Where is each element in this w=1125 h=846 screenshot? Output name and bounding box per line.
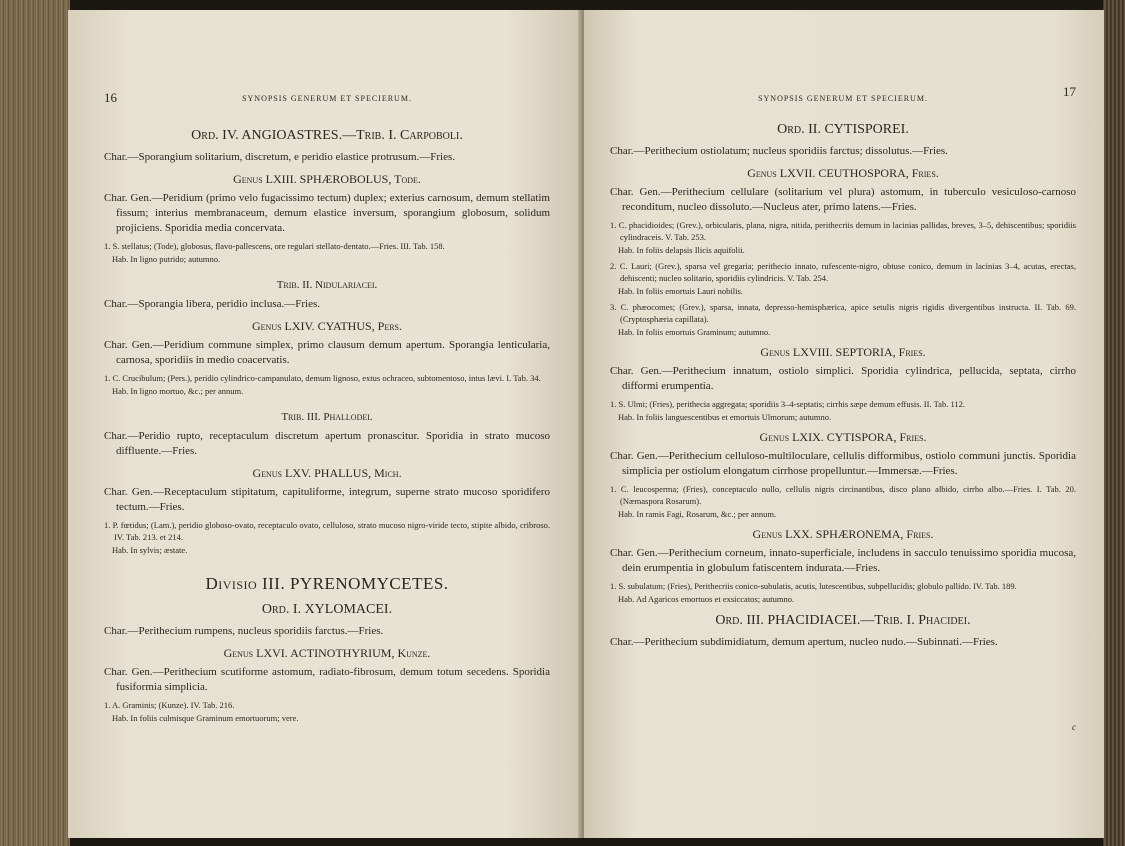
character-paragraph: Char. Gen.—Peridium (primo velo fugacissimo tectum) duplex; exterius carnosum, demum stellatim fissum; interius membranaceum, demum elastice inversum, sporangium globosum, solidum projiciens. Sporidia media concervata.	[104, 192, 550, 234]
species-entry: 3. C. phæocomes; (Grev.), sparsa, innata, depresso-hemisphærica, apice setulis nigris rigidis divergentibus instructa. II. Tab. 69. (Cryptosphæria capillata).	[610, 302, 1076, 324]
tribe-heading: Trib. II. Nidulariacei.	[276, 279, 378, 291]
genus-heading: Genus LXIV. CYATHUS, Pers.	[251, 319, 403, 333]
character-paragraph: Char. Gen.—Perithecium cellulare (solitarium vel plura) astomum, in tuberculo vesiculoso-carnoso reconditum, nucleo dissoluto.—Nucleus ater, primo latens.—Fries.	[610, 186, 1076, 213]
character-paragraph: Char. Gen.—Receptaculum stipitatum, capituliforme, integrum, superne strato mucoso sporidifero tectum.—Fries.	[104, 486, 550, 513]
habitat-line: Hab. In foliis culmisque Graminum emortuorum; vere.	[112, 713, 299, 723]
character-paragraph: Char. Gen.—Perithecium celluloso-multiloculare, cellulis difformibus, ostiolo communi junctis. Sporidia simplicia per ostiolum elongatum cirrhose propelluntur.—Immersæ.—Fries.	[610, 450, 1076, 477]
character-paragraph: Char.—Sporangium solitarium, discretum, e peridio elastice protrusum.—Fries.	[104, 151, 456, 163]
left-page	[68, 10, 582, 838]
character-paragraph: Char.—Perithecium subdimidiatum, demum apertum, nucleo nudo.—Subinnati.—Fries.	[610, 636, 998, 648]
order-heading: Ord. IV. ANGIOASTRES.—Trib. I. Carpoboli.	[191, 128, 463, 143]
running-title: SYNOPSIS GENERUM ET SPECIERUM.	[758, 94, 928, 103]
character-paragraph: Char.—Sporangia libera, peridio inclusa.—Fries.	[104, 298, 320, 310]
page-number: 17	[1063, 84, 1076, 99]
order-heading: Ord. II. CYTISPOREI.	[777, 122, 909, 137]
genus-heading: Genus LXIII. SPHÆROBOLUS, Tode.	[233, 172, 421, 186]
signature-mark: c	[1072, 722, 1076, 732]
character-paragraph: Char. Gen.—Peridium commune simplex, primo clausum demum apertum. Sporangia lenticularia, carnosa, sporidiis in medio coacervatis.	[104, 339, 550, 366]
habitat-line: Hab. In foliis languescentibus et emortuis Ulmorum; autumno.	[618, 412, 832, 422]
character-paragraph: Char.—Peridio rupto, receptaculum discretum apertum pronascitur. Sporidia in strato mucoso diffluente.—Fries.	[104, 430, 550, 457]
division-heading: Divisio III. PYRENOMYCETES.	[205, 574, 449, 593]
tribe-heading: Trib. III. Phallodei.	[281, 411, 373, 423]
page-number: 16	[104, 90, 117, 105]
genus-heading: Genus LXX. SPHÆRONEMA, Fries.	[752, 527, 934, 541]
genus-heading: Genus LXVI. ACTINOTHYRIUM, Kunze.	[223, 646, 431, 660]
species-entry: 1. S. Ulmi; (Fries), perithecia aggregata; sporidiis 3–4-septatis; cirrhis sæpe demum effusis. II. Tab. 112.	[610, 399, 965, 409]
species-entry: 1. S. stellatus; (Tode), globosus, flavo-pallescens, ore regulari stellato-dentato.—Fries. III. Tab. 158.	[104, 241, 445, 251]
habitat-line: Hab. In ligno mortuo, &c.; per annum.	[112, 386, 244, 396]
species-entry: 1. C. Crucibulum; (Pers.), peridio cylindrico-campanulato, demum lignoso, extus ochraceo, subtomentoso, intus lævi. I. Tab. 34.	[104, 373, 541, 383]
right-page	[584, 10, 1104, 838]
page-edges-right	[1103, 0, 1125, 846]
genus-heading: Genus LXV. PHALLUS, Mich.	[252, 466, 402, 480]
character-paragraph: Char.—Perithecium ostiolatum; nucleus sporidiis farctus; dissolutus.—Fries.	[610, 145, 948, 157]
character-paragraph: Char. Gen.—Perithecium scutiforme astomum, radiato-fibrosum, demum totum secedens. Sporidia fusiformia simplicia.	[104, 666, 550, 693]
species-entry: 2. C. Lauri; (Grev.), sparsa vel gregaria; perithecio innato, rufescente-nigro, obtuse conico, demum in lacinias 3–4, acutas, erectas, dehiscenti; nucleo solitario, sporidiis cylindricis. V. Tab. 254.	[610, 261, 1076, 283]
habitat-line: Hab. In foliis emortuis Graminum; autumno.	[618, 327, 771, 337]
species-entry: 1. C. phacidioides; (Grev.), orbicularis, plana, nigra, nitida, perithecriis demum in lacinias pallidas, breves, 3–5, dehiscentibus; sporidiis cylindraceis. V. Tab. 253.	[610, 220, 1076, 242]
habitat-line: Hab. In ramis Fagi, Rosarum, &c.; per annum.	[618, 509, 777, 519]
genus-heading: Genus LXVII. CEUTHOSPORA, Fries.	[747, 166, 939, 180]
order-heading: Ord. III. PHACIDIACEI.—Trib. I. Phacidei.	[715, 613, 971, 628]
character-paragraph: Char. Gen.—Perithecium corneum, innato-superficiale, includens in sacculo tenuissimo sporidia mucosa, dein erumpentia in globulum fatiscentem indurata.—Fries.	[610, 547, 1076, 574]
character-paragraph: Char.—Perithecium rumpens, nucleus sporidiis farctus.—Fries.	[104, 625, 384, 637]
species-entry: 1. A. Graminis; (Kunze). IV. Tab. 216.	[104, 700, 235, 710]
running-head-right	[610, 10, 1076, 103]
habitat-line: Hab. In ligno putrido; autumno.	[112, 254, 221, 264]
species-entry: 1. P. fœtidus; (Lam.), peridio globoso-ovato, receptaculo ovato, celluloso, strato mucoso nigro-viride tecto, stipite albido, cribroso. IV. Tab. 213. et 214.	[104, 520, 550, 542]
habitat-line: Hab. Ad Agaricos emortuos et exsiccatos; autumno.	[618, 594, 795, 604]
genus-heading: Genus LXVIII. SEPTORIA, Fries.	[760, 345, 926, 359]
running-head-left	[104, 10, 550, 105]
character-paragraph: Char. Gen.—Perithecium innatum, ostiolo simplici. Sporidia cylindrica, pellucida, septata, cirrho difformi erumpentia.	[610, 365, 1076, 392]
order-heading: Ord. I. XYLOMACEI.	[261, 602, 393, 617]
page-edges-left	[0, 0, 70, 846]
species-entry: 1. S. subulatum; (Fries), Perithecriis conico-subulatis, acutis, lutescentibus, subpellucidis; globulo pallido. IV. Tab. 189.	[610, 581, 1017, 591]
species-entry: 1. C. leucosperma; (Fries), conceptaculo nullo, cellulis nigris circinantibus, disco plano albido, cirrho albo.—Fries. I. Tab. 20. (Næmaspora Rosarum).	[610, 484, 1076, 506]
running-title: SYNOPSIS GENERUM ET SPECIERUM.	[242, 94, 412, 103]
habitat-line: Hab. In foliis emortuis Lauri nobilis.	[618, 286, 743, 296]
right-page-body	[610, 114, 1076, 654]
genus-heading: Genus LXIX. CYTISPORA, Fries.	[759, 430, 927, 444]
left-page-body	[104, 120, 550, 728]
habitat-line: Hab. In sylvis; æstate.	[112, 545, 188, 555]
habitat-line: Hab. In foliis delapsis Ilicis aquifolii.	[618, 245, 745, 255]
